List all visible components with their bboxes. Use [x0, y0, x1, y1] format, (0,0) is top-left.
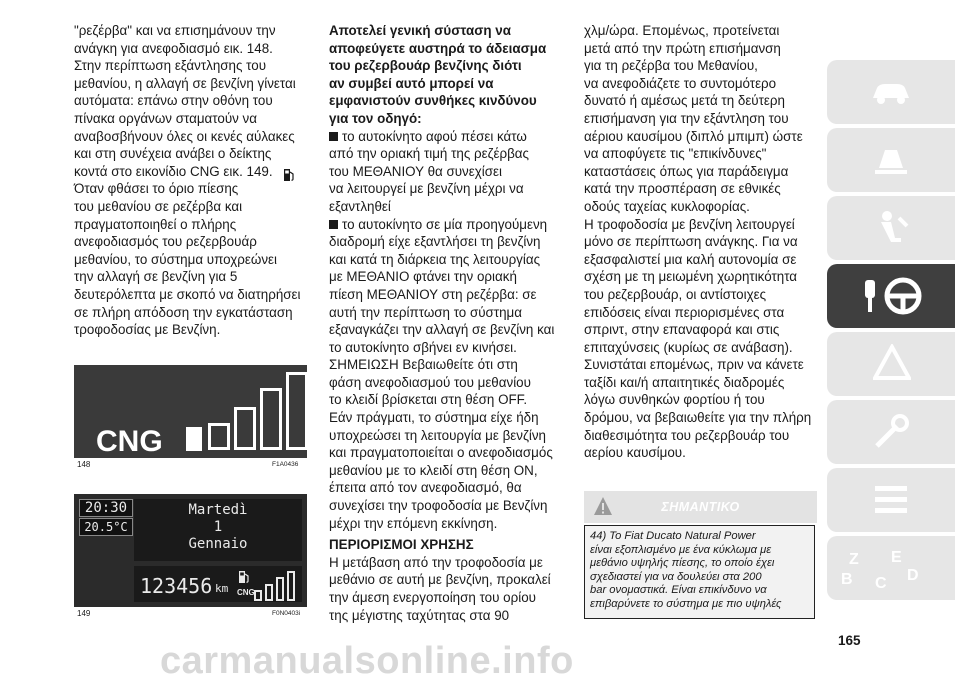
section-heading: ΠΕΡΙΟΡΙΣΜΟΙ ΧΡΗΣΗΣ	[329, 537, 474, 553]
figure-number: 148	[77, 460, 91, 469]
gauge-bar	[286, 372, 308, 450]
paragraph: "ρεζέρβα" και να επισημάνουν την ανάγκη για ανεφοδιασμό εικ. 148. Στην περίπτωση εξάντλησης του μεθανίου, η αλλαγή σε βενζίνη γίνεται αυτόματα: επάνω στην οθόνη του πίνακα οργάνων σταματούν να αναβοσβήνουν όλες οι κενές αύλακες και στη συνέχεια ανάβει ο δείκτης	[74, 23, 296, 162]
paragraph: χλμ/ώρα. Επομένως, προτείνεται μετά από την πρώτη επισήμανση για τη ρεζέρβα του Μεθανίου, να ανεφοδιάζετε το συντομότερο δυνατό ή αμέσως μετά τη δεύτερη επισήμανση για την εξάντληση του αέριου καυσίμου (διπλό μπιμπ) ώστε να αποφύγετε τις "επικίνδυνες" καταστάσεις όπως για παράδειγμα κατά την προσπέραση σε εθνικές οδούς ταχείας κυκλοφορίας.	[584, 23, 803, 214]
gauge-bar	[234, 407, 256, 450]
gauge-marker	[186, 427, 202, 451]
column-2	[329, 22, 569, 624]
clock-display: 20:30	[79, 499, 133, 517]
gauge-bar	[287, 571, 295, 601]
tab-starting-driving[interactable]	[827, 264, 955, 328]
important-note: 44) To Fiat Ducato Natural Power είναι εξοπλισμένο με ένα κύκλωμα με μεθάνιο υψηλής πίεσης, το οποίο έχει σχεδιαστεί για να δουλεύει στα 200 bar ονομαστικά. Είναι επικίνδυνο να επιβαρύνετε το σύστημα με πιο υψηλές	[584, 525, 815, 619]
tab-car-info[interactable]	[827, 60, 955, 124]
odometer-value: 123456	[140, 574, 213, 598]
svg-text:E: E	[891, 549, 902, 566]
bullet-item: το αυτοκίνητο σε μία προηγούμενη διαδρομή είχε εξαντλήσει τη βενζίνη και κατά τη διάρκεια της λειτουργίας με ΜΕΘΑΝΙΟ φτάνει την οριακή πίεση ΜΕΘΑΝΙΟΥ στη ρεζέρβα: σε αυτή την περίπτωση το σύστημα εξαναγκάζει την αλλαγή σε βενζίνη και το αυτοκίνητο σβήνει εν κινήσει.	[329, 216, 555, 355]
menu-list-icon	[871, 482, 911, 518]
fuel-pump-icon	[283, 168, 295, 182]
figure-code: F0N0403i	[272, 610, 301, 617]
airbag-seat-icon	[871, 208, 911, 248]
bullet-item: το αυτοκίνητο αφού πέσει κάτω από την οριακή τιμή της ρεζέρβας του ΜΕΘΑΝΙΟΥ θα συνεχίσει να λειτουργεί με βενζίνη μέχρι να εξαντληθεί	[329, 128, 529, 214]
cng-small-label: CNG	[237, 588, 255, 597]
paragraph: Η τροφοδοσία με βενζίνη λειτουργεί μόνο σε περίπτωση ανάγκης. Για να εξασφαλιστεί μια καλή αυτονομία σε σχέση με τη μειωμένη χωρητικότητα του ρεζερβουάρ, οι αντίστοιχες επιδόσεις είναι περιορισμένες στα σπριντ, στην επαναφορά και στις επιταχύνσεις (κυρίως σε ανάβαση). Συνιστάται επομένως, πριν να κάνετε ταξίδι και/ή απαιτητικές διαδρομές λόγω συνθηκών φορτίου ή του δρόμου, να βεβαιωθείτε για την πλήρη διαθεσιμότητα του ρεζερβουάρ του αερίου καυσίμου.	[584, 216, 812, 461]
tab-emergency[interactable]	[827, 332, 955, 396]
date-block	[134, 502, 302, 553]
paragraph: Η μετάβαση από την τροφοδοσία με μεθάνιο σε αυτή με βενζίνη, προκαλεί την άμεση ενεργοποίηση του ορίου της μέγιστης ταχύτητας στα 90	[329, 554, 551, 623]
steering-key-icon	[857, 274, 927, 318]
svg-text:D: D	[907, 567, 919, 584]
note-paragraph: ΣΗΜΕΙΩΣΗ Βεβαιωθείτε ότι στη φάση ανεφοδιασμού του μεθανίου το κλειδί βρίσκεται στη θέση OFF. Εάν πράγματι, το σύστημα είχε ήδη υποχρεώσει τη λειτουργία με βενζίνη και πραγματοποιείται ο ανεφοδιασμός μεθανίου με το κλειδί στη θέση ON, έπειτα από τον ανεφοδιασμό, θα συνεχίσει την τροφοδοσία με Βενζίνη μέχρι την επόμενη εκκίνηση.	[329, 357, 553, 531]
column-3	[584, 22, 824, 462]
odometer-unit: km	[215, 582, 229, 595]
page-number: 165	[838, 633, 861, 648]
column-1	[74, 22, 314, 339]
important-header	[584, 491, 817, 523]
bullet-square-icon	[329, 132, 338, 141]
gauge-bar	[265, 584, 273, 601]
important-title: ΣΗΜΑΝΤΙΚΟ	[661, 500, 740, 514]
figure-149-dashboard-display	[74, 494, 307, 607]
gauge-bar	[276, 577, 284, 601]
tab-warning-lights[interactable]	[827, 128, 955, 192]
figure-number: 149	[77, 609, 91, 618]
tools-icon	[871, 412, 911, 452]
gauge-bar	[260, 388, 282, 450]
month-label: Gennaio	[188, 536, 248, 552]
cng-label: CNG	[96, 425, 163, 458]
warning-light-icon	[871, 142, 911, 178]
bullet-square-icon	[329, 220, 338, 229]
tab-maintenance[interactable]	[827, 400, 955, 464]
svg-text:C: C	[875, 575, 887, 592]
svg-text:Z: Z	[849, 551, 859, 568]
warning-heading: Αποτελεί γενική σύσταση να αποφεύγετε αυστηρά το άδειασμα του ρεζερβουάρ βενζίνης διότι αν συμβεί αυτό μπορεί να εμφανιστούν συνθήκες κινδύνου για τον οδηγό:	[329, 23, 547, 126]
watermark: carmanualsonline.info	[160, 640, 574, 682]
abc-index-icon	[837, 544, 947, 592]
tab-safety[interactable]	[827, 196, 955, 260]
temperature-display: 20.5°C	[79, 518, 133, 536]
svg-text:B: B	[841, 571, 853, 588]
tab-technical-data[interactable]	[827, 468, 955, 532]
gauge-bar	[208, 423, 230, 450]
tab-index[interactable]	[827, 536, 955, 600]
day-label: Martedì	[188, 502, 248, 518]
warning-triangle-icon	[873, 344, 911, 382]
figure-148-cng-gauge	[74, 365, 307, 458]
paragraph: κοντά στο εικονίδιο CNG εικ. 149. Όταν φθάσει το όριο πίεσης του μεθανίου σε ρεζέρβα και πραγματοποιηθεί ο πλήρης ανεφοδιασμός του ρεζερβουάρ μεθανίου, το σύστημα υποχρεώνει την αλλαγή σε βενζίνη για 5 δευτερόλεπτα με σκοπό να διατηρήσει σε πλήρη απόδοση την εγκατάσταση τροφοδοσίας με Βενζίνη.	[74, 163, 301, 338]
gauge-bar	[254, 590, 262, 601]
car-info-icon	[869, 74, 913, 110]
date-number: 1	[213, 519, 223, 535]
fuel-pump-icon	[238, 570, 250, 584]
figure-code: F1A0436	[272, 461, 299, 468]
